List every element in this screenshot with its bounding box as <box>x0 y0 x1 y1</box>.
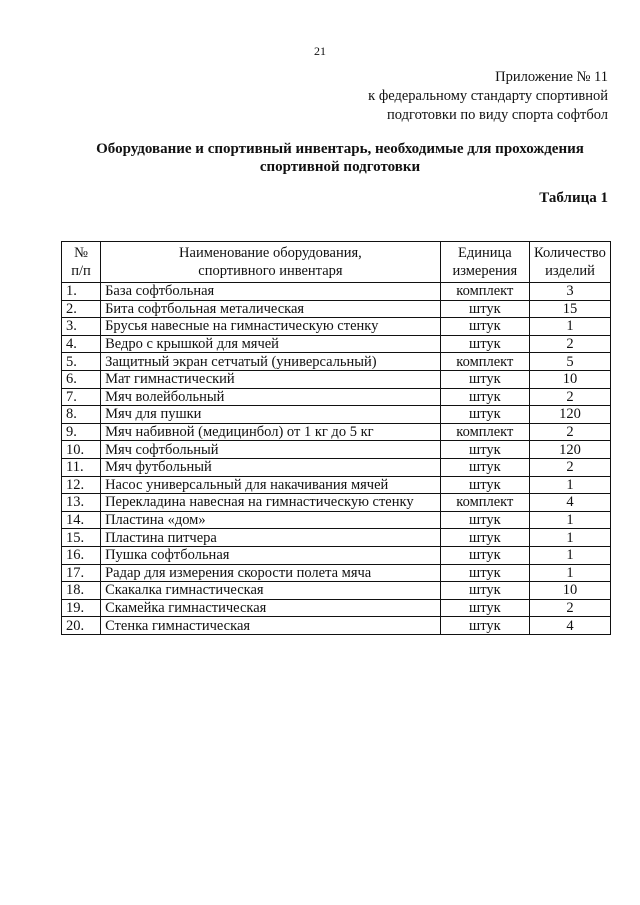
header-number-line-1: № <box>74 245 88 261</box>
row-unit: штук <box>440 582 529 600</box>
table-header-row <box>62 242 611 283</box>
row-name: Насос универсальный для накачивания мячей <box>101 476 441 494</box>
header-name <box>101 242 441 283</box>
row-number: 13. <box>62 494 101 512</box>
table-row <box>62 370 611 388</box>
row-number: 14. <box>62 511 101 529</box>
row-name: Пластина «дом» <box>101 511 441 529</box>
header-name-line-1: Наименование оборудования, <box>179 245 362 261</box>
table-row <box>62 546 611 564</box>
table-row <box>62 441 611 459</box>
row-unit: штук <box>440 617 529 635</box>
row-name: Мяч софтбольный <box>101 441 441 459</box>
row-quantity: 1 <box>529 476 610 494</box>
row-number: 4. <box>62 335 101 353</box>
row-unit: комплект <box>440 283 529 301</box>
row-quantity: 2 <box>529 458 610 476</box>
row-number: 18. <box>62 582 101 600</box>
table-row <box>62 406 611 424</box>
row-name: Радар для измерения скорости полета мяча <box>101 564 441 582</box>
page-number: 21 <box>314 44 326 58</box>
row-number: 8. <box>62 406 101 424</box>
row-name: Скакалка гимнастическая <box>101 582 441 600</box>
row-unit: штук <box>440 388 529 406</box>
table-row <box>62 318 611 336</box>
row-unit: штук <box>440 599 529 617</box>
row-name: Стенка гимнастическая <box>101 617 441 635</box>
row-unit: комплект <box>440 423 529 441</box>
row-unit: штук <box>440 370 529 388</box>
row-number: 9. <box>62 423 101 441</box>
row-unit: штук <box>440 406 529 424</box>
row-quantity: 15 <box>529 300 610 318</box>
header-unit <box>440 242 529 283</box>
table-row <box>62 423 611 441</box>
table-row <box>62 300 611 318</box>
table-row <box>62 458 611 476</box>
table-row <box>62 617 611 635</box>
row-unit: штук <box>440 318 529 336</box>
row-name: Перекладина навесная на гимнастическую стенку <box>101 494 441 512</box>
row-name: База софтбольная <box>101 283 441 301</box>
table-row <box>62 494 611 512</box>
row-quantity: 3 <box>529 283 610 301</box>
table-row <box>62 388 611 406</box>
row-quantity: 10 <box>529 370 610 388</box>
row-number: 2. <box>62 300 101 318</box>
table-body <box>62 283 611 635</box>
row-quantity: 120 <box>529 441 610 459</box>
header-number <box>62 242 101 283</box>
row-quantity: 2 <box>529 423 610 441</box>
row-name: Пластина питчера <box>101 529 441 547</box>
header-unit-line-2: измерения <box>452 263 518 279</box>
row-number: 17. <box>62 564 101 582</box>
row-quantity: 1 <box>529 529 610 547</box>
row-name: Ведро с крышкой для мячей <box>101 335 441 353</box>
row-name: Пушка софтбольная <box>101 546 441 564</box>
row-name: Мат гимнастический <box>101 370 441 388</box>
table-row <box>62 476 611 494</box>
row-unit: штук <box>440 564 529 582</box>
row-number: 11. <box>62 458 101 476</box>
header-quantity-line-2: изделий <box>545 263 595 279</box>
row-name: Мяч волейбольный <box>101 388 441 406</box>
row-quantity: 4 <box>529 617 610 635</box>
row-number: 3. <box>62 318 101 336</box>
row-unit: комплект <box>440 353 529 371</box>
row-number: 19. <box>62 599 101 617</box>
row-name: Защитный экран сетчатый (универсальный) <box>101 353 441 371</box>
row-unit: штук <box>440 476 529 494</box>
row-name: Мяч для пушки <box>101 406 441 424</box>
row-name: Мяч футбольный <box>101 458 441 476</box>
row-number: 20. <box>62 617 101 635</box>
header-quantity <box>529 242 610 283</box>
row-quantity: 5 <box>529 353 610 371</box>
appendix-header <box>368 68 608 125</box>
row-name: Мяч набивной (медицинбол) от 1 кг до 5 кг <box>101 423 441 441</box>
appendix-line-2: к федеральному стандарту спортивной <box>368 88 608 104</box>
row-unit: штук <box>440 546 529 564</box>
row-unit: штук <box>440 441 529 459</box>
equipment-table <box>61 241 611 635</box>
row-number: 16. <box>62 546 101 564</box>
table-caption: Таблица 1 <box>539 190 608 206</box>
row-unit: штук <box>440 300 529 318</box>
row-number: 12. <box>62 476 101 494</box>
row-unit: штук <box>440 511 529 529</box>
row-quantity: 10 <box>529 582 610 600</box>
row-quantity: 120 <box>529 406 610 424</box>
row-number: 5. <box>62 353 101 371</box>
row-name: Брусья навесные на гимнастическую стенку <box>101 318 441 336</box>
row-number: 1. <box>62 283 101 301</box>
row-quantity: 1 <box>529 546 610 564</box>
document-title <box>60 140 620 176</box>
row-quantity: 1 <box>529 318 610 336</box>
table-row <box>62 335 611 353</box>
row-quantity: 4 <box>529 494 610 512</box>
row-unit: штук <box>440 458 529 476</box>
row-unit: комплект <box>440 494 529 512</box>
header-number-line-2: п/п <box>71 263 91 279</box>
row-number: 6. <box>62 370 101 388</box>
title-line-2: спортивной подготовки <box>259 159 421 175</box>
header-quantity-line-1: Количество <box>534 245 606 261</box>
row-number: 7. <box>62 388 101 406</box>
header-unit-line-1: Единица <box>457 245 512 261</box>
table-row <box>62 353 611 371</box>
header-name-line-2: спортивного инвентаря <box>198 263 343 279</box>
row-quantity: 2 <box>529 335 610 353</box>
row-quantity: 1 <box>529 564 610 582</box>
row-unit: штук <box>440 529 529 547</box>
table-row <box>62 599 611 617</box>
table-row <box>62 529 611 547</box>
appendix-line-1: Приложение № 11 <box>495 69 608 85</box>
title-line-1: Оборудование и спортивный инвентарь, необходимые для прохождения <box>96 141 584 157</box>
row-name: Бита софтбольная металическая <box>101 300 441 318</box>
row-name: Скамейка гимнастическая <box>101 599 441 617</box>
table-row <box>62 564 611 582</box>
row-number: 10. <box>62 441 101 459</box>
row-quantity: 2 <box>529 599 610 617</box>
row-quantity: 1 <box>529 511 610 529</box>
row-unit: штук <box>440 335 529 353</box>
table-row <box>62 283 611 301</box>
table-row <box>62 511 611 529</box>
appendix-line-3: подготовки по виду спорта софтбол <box>387 107 608 123</box>
row-quantity: 2 <box>529 388 610 406</box>
row-number: 15. <box>62 529 101 547</box>
table-row <box>62 582 611 600</box>
